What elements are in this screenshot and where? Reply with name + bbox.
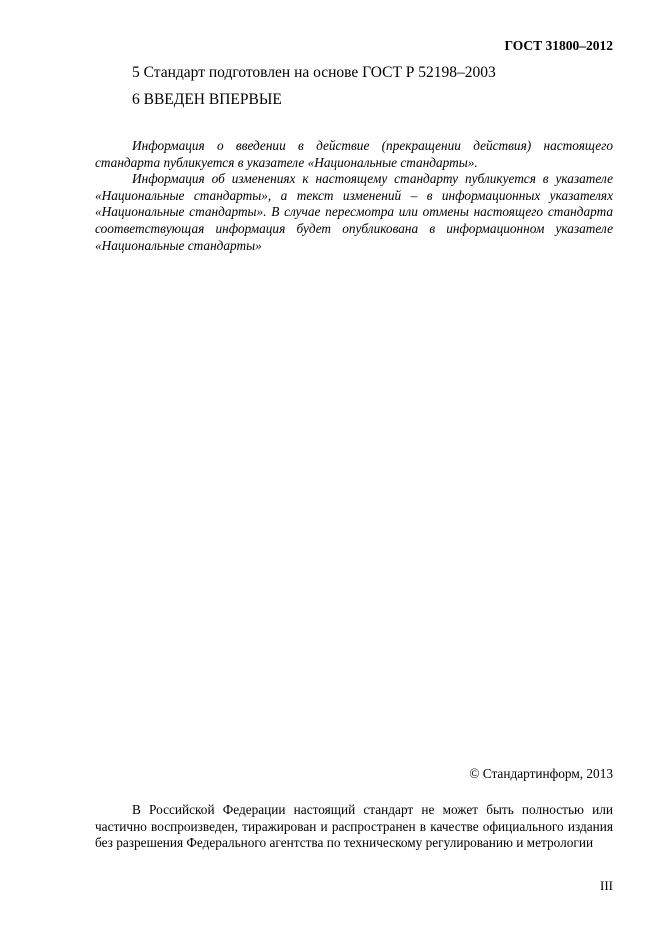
page-number: III [600, 878, 613, 893]
info-block [95, 138, 613, 254]
copyright-line: © Стандартинформ, 2013 [469, 766, 613, 781]
item-5-basis-standard: 5 Стандарт подготовлен на основе ГОСТ Р 52198–2003 [132, 64, 496, 81]
info-paragraph-changes: Информация об изменениях к настоящему стандарту публикуется в указателе «Национальные стандарты», а текст изменений – в информационных указателях «Национальные стандарты». В случае пересмотра или отмены настоящего стандарта соответствующая информация будет опубликована в информационном указателе «Национальные стандарты» [95, 171, 613, 253]
item-6-introduced-first: 6 ВВЕДЕН ВПЕРВЫЕ [132, 91, 282, 108]
info-paragraph-introduction: Информация о введении в действие (прекращении действия) настоящего стандарта публикуется в указателе «Национальные стандарты». [95, 138, 613, 170]
standard-code-header: ГОСТ 31800–2012 [504, 38, 613, 53]
reproduction-notice [95, 802, 613, 852]
reproduction-notice-text: В Российской Федерации настоящий стандарт не может быть полностью или частично воспроизведен, тиражирован и распространен в качестве официального издания без разрешения Федерального агентства по техническому регулированию и метрологии [95, 802, 613, 851]
